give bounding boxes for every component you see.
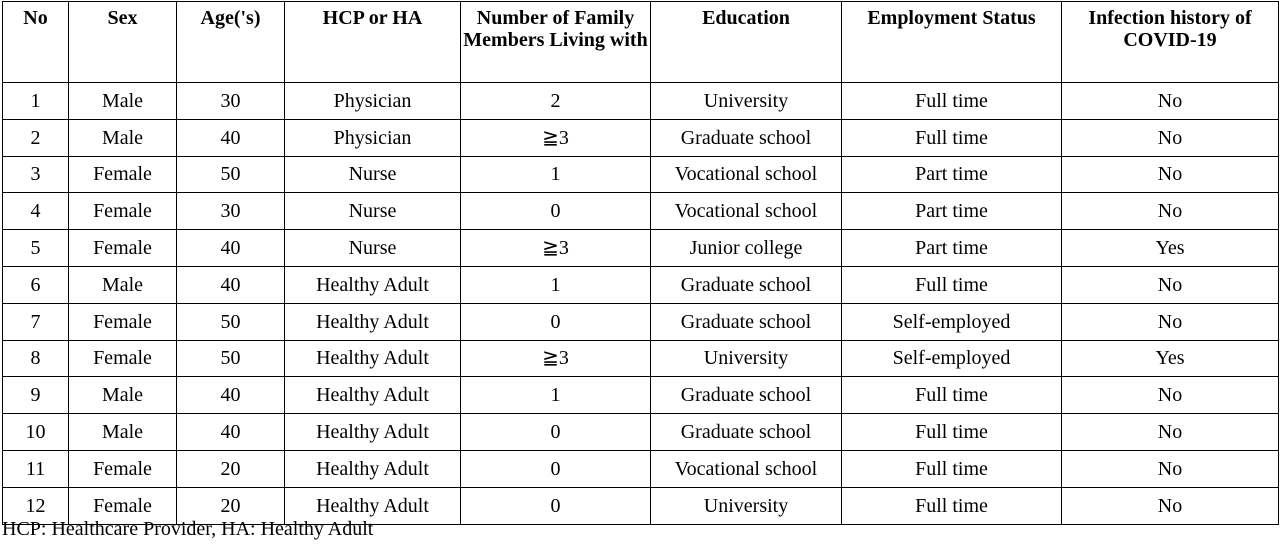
cell-education: Junior college (651, 230, 842, 267)
cell-family-members: 0 (461, 487, 651, 524)
cell-infection-history: No (1062, 83, 1279, 120)
cell-sex: Female (69, 230, 177, 267)
cell-hcp-or-ha: Nurse (285, 156, 461, 193)
cell-hcp-or-ha: Healthy Adult (285, 340, 461, 377)
cell-sex: Female (69, 193, 177, 230)
cell-sex: Female (69, 303, 177, 340)
cell-hcp-or-ha: Nurse (285, 230, 461, 267)
table-row (3, 156, 1279, 193)
cell-employment-status: Part time (842, 156, 1062, 193)
cell-family-members: ≧3 (461, 119, 651, 156)
table-row (3, 414, 1279, 451)
cell-family-members: ≧3 (461, 230, 651, 267)
cell-age: 30 (177, 83, 285, 120)
cell-hcp-or-ha: Healthy Adult (285, 450, 461, 487)
cell-sex: Female (69, 450, 177, 487)
cell-education: University (651, 83, 842, 120)
header-employment-status: Employment Status (842, 2, 1062, 83)
cell-family-members: 1 (461, 266, 651, 303)
cell-infection-history: No (1062, 119, 1279, 156)
cell-employment-status: Part time (842, 230, 1062, 267)
cell-family-members: ≧3 (461, 340, 651, 377)
cell-family-members: 0 (461, 193, 651, 230)
cell-infection-history: No (1062, 303, 1279, 340)
cell-infection-history: No (1062, 193, 1279, 230)
cell-no: 2 (3, 119, 69, 156)
table-row (3, 266, 1279, 303)
cell-sex: Female (69, 487, 177, 524)
cell-hcp-or-ha: Physician (285, 119, 461, 156)
cell-education: Graduate school (651, 303, 842, 340)
header-family-members: Number of Family Members Living with (461, 2, 651, 83)
table-footnote: HCP: Healthcare Provider, HA: Healthy Adult (2, 518, 374, 540)
cell-age: 40 (177, 230, 285, 267)
cell-education: Graduate school (651, 414, 842, 451)
participants-table (2, 1, 1279, 525)
cell-sex: Male (69, 266, 177, 303)
cell-family-members: 0 (461, 303, 651, 340)
cell-family-members: 2 (461, 83, 651, 120)
cell-age: 30 (177, 193, 285, 230)
cell-age: 50 (177, 340, 285, 377)
cell-age: 20 (177, 450, 285, 487)
cell-no: 10 (3, 414, 69, 451)
cell-employment-status: Full time (842, 83, 1062, 120)
cell-age: 50 (177, 156, 285, 193)
cell-hcp-or-ha: Healthy Adult (285, 377, 461, 414)
header-age: Age('s) (177, 2, 285, 83)
header-infection-history: Infection history of COVID-19 (1062, 2, 1279, 83)
cell-no: 4 (3, 193, 69, 230)
cell-family-members: 0 (461, 414, 651, 451)
header-hcp-or-ha: HCP or HA (285, 2, 461, 83)
cell-hcp-or-ha: Nurse (285, 193, 461, 230)
cell-sex: Female (69, 156, 177, 193)
header-education: Education (651, 2, 842, 83)
cell-education: Vocational school (651, 156, 842, 193)
table-row (3, 377, 1279, 414)
cell-sex: Female (69, 340, 177, 377)
cell-age: 40 (177, 377, 285, 414)
cell-education: Graduate school (651, 119, 842, 156)
cell-education: University (651, 487, 842, 524)
cell-age: 40 (177, 414, 285, 451)
cell-employment-status: Self-employed (842, 340, 1062, 377)
cell-age: 40 (177, 119, 285, 156)
cell-education: Vocational school (651, 193, 842, 230)
cell-employment-status: Full time (842, 487, 1062, 524)
cell-hcp-or-ha: Healthy Adult (285, 487, 461, 524)
cell-no: 1 (3, 83, 69, 120)
cell-family-members: 1 (461, 156, 651, 193)
table-row (3, 193, 1279, 230)
cell-education: Graduate school (651, 266, 842, 303)
cell-sex: Male (69, 83, 177, 120)
cell-hcp-or-ha: Healthy Adult (285, 303, 461, 340)
cell-family-members: 1 (461, 377, 651, 414)
table-row (3, 303, 1279, 340)
cell-hcp-or-ha: Healthy Adult (285, 414, 461, 451)
header-no: No (3, 2, 69, 83)
table-row (3, 230, 1279, 267)
cell-age: 20 (177, 487, 285, 524)
cell-infection-history: No (1062, 414, 1279, 451)
cell-age: 50 (177, 303, 285, 340)
cell-no: 5 (3, 230, 69, 267)
cell-education: Vocational school (651, 450, 842, 487)
cell-employment-status: Full time (842, 377, 1062, 414)
cell-education: Graduate school (651, 377, 842, 414)
cell-no: 6 (3, 266, 69, 303)
cell-sex: Male (69, 119, 177, 156)
cell-employment-status: Full time (842, 414, 1062, 451)
cell-no: 12 (3, 487, 69, 524)
cell-infection-history: Yes (1062, 340, 1279, 377)
cell-sex: Male (69, 377, 177, 414)
cell-infection-history: No (1062, 377, 1279, 414)
cell-infection-history: No (1062, 487, 1279, 524)
table-row (3, 119, 1279, 156)
cell-employment-status: Full time (842, 450, 1062, 487)
cell-infection-history: Yes (1062, 230, 1279, 267)
cell-no: 7 (3, 303, 69, 340)
cell-infection-history: No (1062, 450, 1279, 487)
cell-education: University (651, 340, 842, 377)
cell-infection-history: No (1062, 156, 1279, 193)
table-row (3, 340, 1279, 377)
table-row (3, 83, 1279, 120)
cell-no: 8 (3, 340, 69, 377)
cell-sex: Male (69, 414, 177, 451)
table-header-row (3, 2, 1279, 83)
cell-no: 3 (3, 156, 69, 193)
table-body (3, 83, 1279, 525)
cell-employment-status: Self-employed (842, 303, 1062, 340)
cell-employment-status: Full time (842, 119, 1062, 156)
table-row (3, 450, 1279, 487)
cell-hcp-or-ha: Healthy Adult (285, 266, 461, 303)
cell-employment-status: Full time (842, 266, 1062, 303)
cell-employment-status: Part time (842, 193, 1062, 230)
cell-infection-history: No (1062, 266, 1279, 303)
cell-age: 40 (177, 266, 285, 303)
cell-no: 11 (3, 450, 69, 487)
cell-family-members: 0 (461, 450, 651, 487)
cell-no: 9 (3, 377, 69, 414)
header-sex: Sex (69, 2, 177, 83)
cell-hcp-or-ha: Physician (285, 83, 461, 120)
